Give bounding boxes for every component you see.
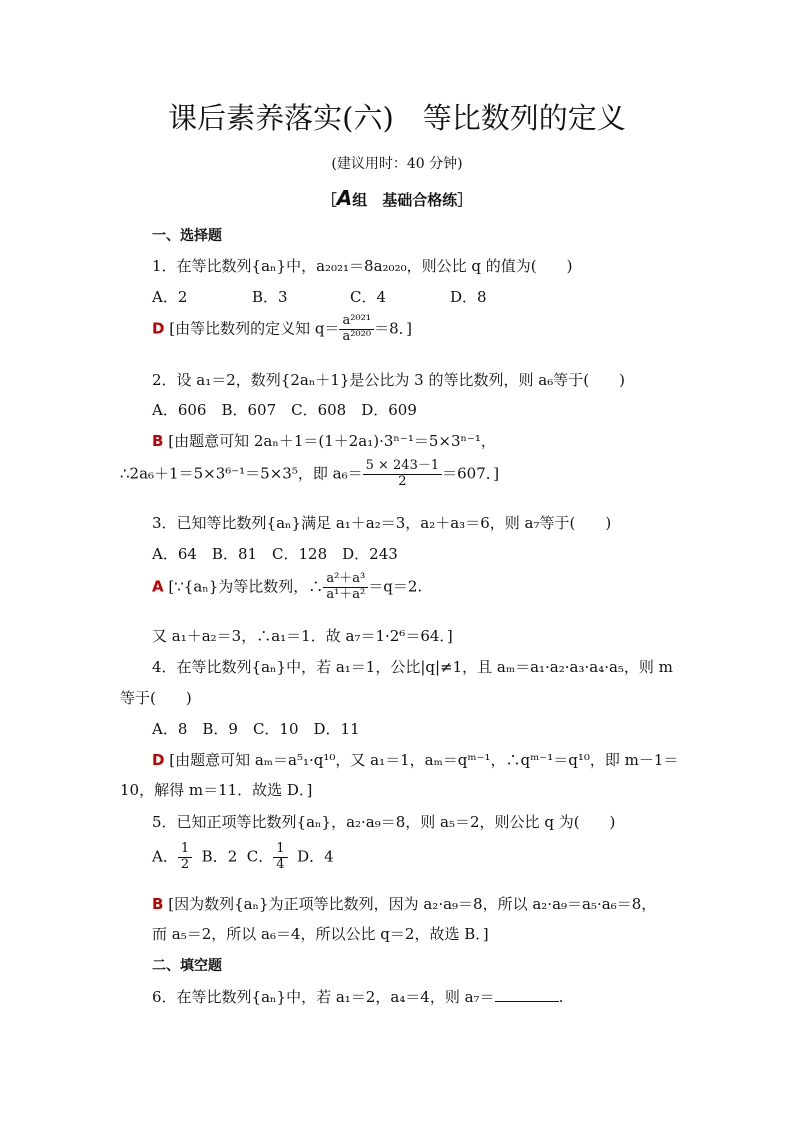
q4-solution-line1 — [152, 749, 678, 770]
q1-solution-end: ＝8．] — [374, 319, 412, 338]
group-label: 组 基础合格练 — [352, 191, 458, 209]
page-title: 课后素养落实(六) 等比数列的定义 — [168, 101, 626, 135]
q3-solution-line2: 又 a₁＋a₂＝3，∴a₁＝1．故 a₇＝1·2⁶＝64．] — [152, 627, 453, 645]
q5-option-c-den: 4 — [276, 856, 285, 872]
q4-stem-line2: 等于( ) — [120, 689, 192, 707]
q5-option-a-den: 2 — [180, 856, 190, 872]
q3-options: A．64 B．81 C．128 D．243 — [152, 545, 398, 563]
q1-fraction-den: a²⁰²⁰ — [342, 328, 372, 344]
q5-option-a-num: 1 — [178, 842, 192, 858]
q6-stem-end: . — [558, 988, 564, 1006]
q1-fraction — [339, 314, 374, 345]
q5-option-c-fraction — [273, 842, 287, 873]
q5-answer: B — [152, 895, 164, 913]
section-fill-blank: 二、填空题 — [152, 958, 222, 974]
q4-options: A．8 B．9 C．10 D．11 — [152, 720, 360, 738]
q2-options: A．606 B．607 C．608 D．609 — [152, 401, 417, 419]
q4-solution-line2: 10，解得 m＝11．故选 D．] — [120, 781, 313, 799]
q3-fraction — [323, 572, 368, 603]
q2-solution-end: ＝607．] — [442, 464, 500, 483]
group-bracket-open: ［ — [321, 191, 337, 209]
q5-solution-text1: [因为数列{aₙ}为正项等比数列，因为 a₂·a₉＝8，所以 a₂·a₉＝a₅·a₆＝8， — [168, 895, 657, 913]
q1-option-b: B．3 — [252, 288, 288, 306]
q2-fraction-den: 2 — [398, 473, 407, 489]
q4-solution-text1: [由题意可知 aₘ＝a⁵₁·q¹⁰，又 a₁＝1，aₘ＝qᵐ⁻¹，∴qᵐ⁻¹＝q¹⁰，即 m－1＝ — [169, 751, 679, 769]
q1-stem: 1．在等比数列{aₙ}中，a₂₀₂₁＝8a₂₀₂₀，则公比 q 的值为( ) — [152, 257, 573, 275]
q2-solution-line1 — [152, 430, 496, 451]
q2-fraction-num: 5 × 243－1 — [363, 459, 443, 475]
q5-option-a-fraction — [178, 842, 192, 873]
q1-solution-text: [由等比数列的定义知 q＝ — [169, 319, 340, 338]
q1-answer: D — [152, 319, 165, 338]
q5-option-c-num: 1 — [273, 842, 287, 858]
q5-stem: 5．已知正项等比数列{aₙ}，a₂·a₉＝8，则 a₅＝2，则公比 q 为( ) — [152, 813, 616, 831]
q2-solution-text2: ∴2a₆＋1＝5×3⁶⁻¹＝5×3⁵，即 a₆＝ — [120, 464, 363, 483]
q1-option-c: C．4 — [350, 288, 387, 306]
q5-solution-line1 — [152, 893, 656, 914]
q5-option-b: B．2 — [201, 847, 238, 866]
q5-option-a: A． — [152, 847, 178, 866]
q5-option-d: D．4 — [297, 847, 334, 866]
q3-solution-line1 — [152, 572, 422, 603]
q2-stem: 2．设 a₁＝2，数列{2aₙ＋1}是公比为 3 的等比数列，则 a₆等于( ) — [152, 371, 625, 389]
q5-solution-line2: 而 a₅＝2，所以 a₆＝4，所以公比 q＝2，故选 B．] — [152, 925, 489, 943]
suggested-time: (建议用时：40 分钟) — [331, 156, 463, 172]
q2-solution-line2 — [120, 459, 499, 490]
group-heading — [0, 186, 794, 210]
q2-answer: B — [152, 432, 164, 450]
q1-option-d: D．8 — [450, 288, 487, 306]
q4-answer: D — [152, 751, 165, 769]
group-letter: A — [336, 186, 353, 210]
q6-stem-text: 6．在等比数列{aₙ}中，若 a₁＝2，a₄＝4，则 a₇＝ — [152, 988, 495, 1006]
section-choice: 一、选择题 — [152, 228, 222, 244]
q3-answer: A — [152, 577, 164, 596]
q3-solution-text1: [∵{aₙ}为等比数列，∴ — [168, 577, 324, 596]
q5-option-c: C． — [246, 847, 274, 866]
q2-fraction — [363, 459, 443, 490]
q3-solution-end: ＝q＝2. — [368, 577, 423, 596]
q3-stem: 3．已知等比数列{aₙ}满足 a₁＋a₂＝3，a₂＋a₃＝6，则 a₇等于( ) — [152, 514, 612, 532]
q1-solution — [152, 314, 412, 345]
q6-answer-blank[interactable] — [495, 987, 559, 1002]
q3-fraction-den: a¹＋a² — [326, 586, 366, 602]
q3-fraction-num: a²＋a³ — [323, 572, 368, 588]
q4-stem-line1: 4．在等比数列{aₙ}中，若 a₁＝1，公比|q|≠1，且 aₘ＝a₁·a₂·a₃·a₄·a₅，则 m — [152, 658, 673, 676]
q5-options — [152, 842, 334, 873]
q6-stem — [152, 986, 563, 1007]
q1-option-a: A．2 — [152, 288, 188, 306]
q2-solution-text1: [由题意可知 2aₙ＋1＝(1＋2a₁)·3ⁿ⁻¹＝5×3ⁿ⁻¹， — [168, 432, 496, 450]
q1-fraction-num: a²⁰²¹ — [339, 314, 374, 330]
group-bracket-close: ］ — [457, 191, 473, 209]
